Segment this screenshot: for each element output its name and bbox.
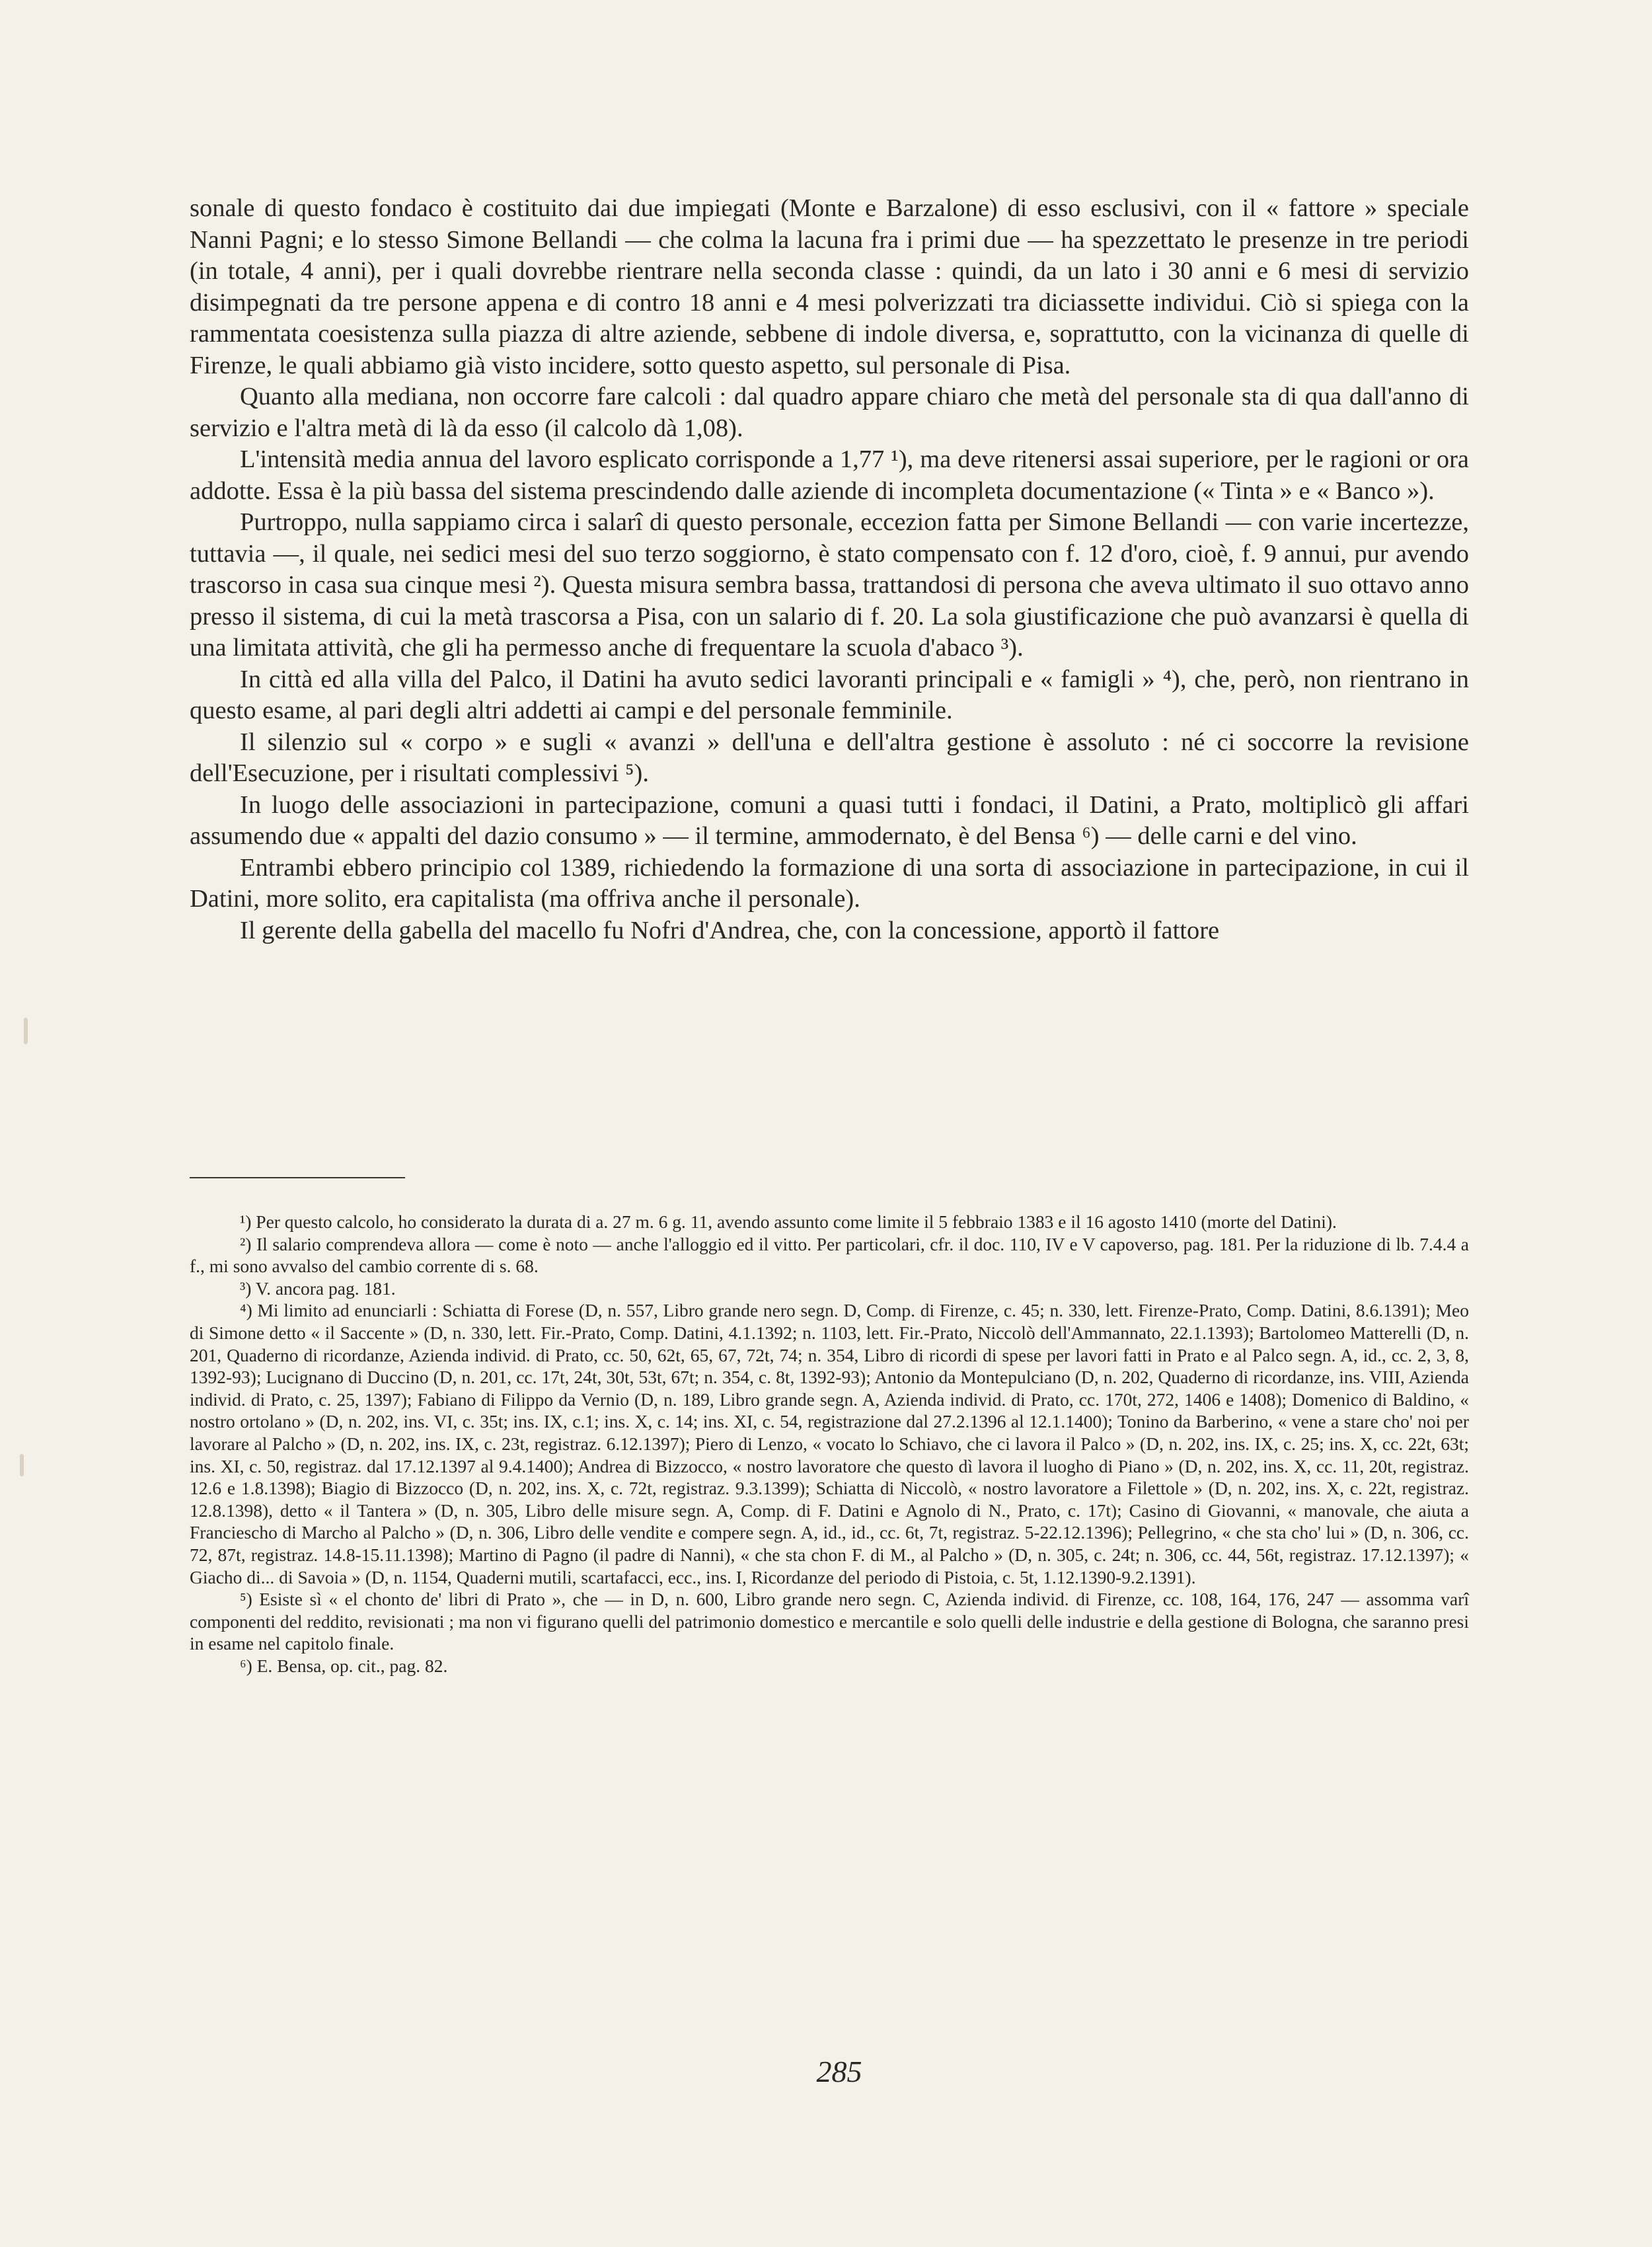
body-paragraph: sonale di questo fondaco è costituito dai due impiegati (Monte e Barzalone) di esso esclusivi, con il « fattore » speciale Nanni Pagni; e lo stesso Simone Bellandi — che colma la lacuna fra i primi due — ha spezzettato le presenze in tre periodi (in totale, 4 anni), per i quali dovrebbe rientrare nella seconda classe : quindi, da un lato i 30 anni e 6 mesi di servizio disimpegnati da tre persone appena e di contro 18 anni e 4 mesi polverizzati tra diciassette individui. Ciò si spiega con la rammentata coesistenza sulla piazza di altre aziende, sebbene di indole diversa, e, soprattutto, con la vicinanza di quelle di Firenze, le quali abbiamo già visto incidere, sotto questo aspetto, sul personale di Pisa.: [190, 194, 1469, 379]
body-paragraph: Il silenzio sul « corpo » e sugli « avanzi » dell'una e dell'altra gestione è assoluto : né ci soccorre la revisione dell'Esecuzione, per i risultati complessivi ⁵).: [190, 728, 1469, 787]
body-paragraph: In città ed alla villa del Palco, il Datini ha avuto sedici lavoranti principali e « famigli » ⁴), che, però, non rientrano in questo esame, al pari degli altri addetti ai campi e del personale femminile.: [190, 665, 1469, 724]
page-number: 285: [816, 2055, 862, 2088]
footnote: ⁶) E. Bensa, op. cit., pag. 82.: [240, 1655, 448, 1676]
body-paragraph: Il gerente della gabella del macello fu Nofri d'Andrea, che, con la concessione, apportò il fattore: [240, 916, 1220, 944]
footnote: ⁴) Mi limito ad enunciarli : Schiatta di Forese (D, n. 557, Libro grande nero segn. D, Comp. di Firenze, c. 45; n. 330, lett. Firenze-Prato, Comp. Datini, 8.6.1391); Meo di Simone detto « il Saccente » (D, n. 330, lett. Fir.-Prato, Comp. Datini, 4.1.1392; n. 1103, lett. Fir.-Prato, Niccolò dell'Ammannato, 22.1.1393); Bartolomeo Matterelli (D, n. 201, Quaderno di ricordanze, Azienda individ. di Prato, cc. 50, 62t, 65, 67, 72t, 74; n. 354, Libro di ricordi di spese per lavori fatti in Prato e al Palco segn. A, id., cc. 2, 3, 8, 1392-93); Lucignano di Duccino (D, n. 201, cc. 17t, 24t, 30t, 53t, 67t; n. 354, c. 8t, 1392-93); Antonio da Montepulciano (D, n. 202, Quaderno di ricordanze, ins. VIII, Azienda individ. di Prato, c. 25, 1397); Fabiano di Filippo da Vernio (D, n. 189, Libro grande segn. A, Azienda individ. di Prato, cc. 170t, 272, 1406 e 1408); Domenico di Baldino, « nostro ortolano » (D, n. 202, ins. VI, c. 35t; ins. IX, c.1; ins. X, c. 14; ins. XI, c. 54, registrazione dal 27.2.1396 al 12.1.1400); Tonino da Barberino, « vene a stare cho' noi per lavorare al Palcho » (D, n. 202, ins. IX, c. 23t, registraz. 6.12.1397); Piero di Lenzo, « vocato lo Schiavo, che ci lavora il Palco » (D, n. 202, ins. IX, c. 25; ins. X, cc. 22t, 63t; ins. XI, c. 50, registraz. dal 17.12.1397 al 9.4.1400); Andrea di Bizzocco, « nostro lavoratore che questo dì lavora il luogho di Piano » (D, n. 202, ins. X, cc. 11, 20t, registraz. 12.6 e 1.8.1398); Biagio di Bizzocco (D, n. 202, ins. X, c. 72t, registraz. 9.3.1399); Schiatta di Niccolò, « nostro lavoratore a Filettole » (D, n. 202, ins. X, c. 22t, registraz. 12.8.1398), detto « il Tantera » (D, n. 305, Libro delle misure segn. A, Comp. di F. Datini e Agnolo di N., Prato, c. 17t); Casino di Giovanni, « manovale, che aiuta a Franciescho di Marcho al Palcho » (D, n. 306, Libro delle vendite e compere segn. A, id., id., cc. 6t, 7t, registraz. 5-22.12.1396); Pellegrino, « che sta cho' lui » (D, n. 306, cc. 72, 87t, registraz. 14.8-15.11.1398); Martino di Pagno (il padre di Nanni), « che sta chon F. di M., al Palcho » (D, n. 305, c. 24t; n. 306, cc. 44, 56t, registraz. 17.12.1397); « Giacho di... di Savoia » (D, n. 1154, Quaderni mutili, scartafacci, ecc., ins. I, Ricordanze del periodo di Pistoia, c. 5t, 1.12.1390-9.2.1391).: [190, 1300, 1469, 1587]
body-paragraph: Purtroppo, nulla sappiamo circa i salarî di questo personale, eccezion fatta per Simone Bellandi — con varie incertezze, tuttavia —, il quale, nei sedici mesi del suo terzo soggiorno, è stato compensato con f. 12 d'oro, cioè, f. 9 annui, pur avendo trascorso in casa sua cinque mesi ²). Questa misura sembra bassa, trattandosi di persona che aveva ultimato il suo ottavo anno presso il sistema, di cui la metà trascorsa a Pisa, con un salario di f. 20. La sola giustificazione che può avanzarsi è quella di una limitata attività, che gli ha permesso anche di frequentare la scuola d'abaco ³).: [190, 508, 1469, 662]
footnotes: [190, 1211, 1469, 1677]
body-paragraph: Entrambi ebbero principio col 1389, richiedendo la formazione di una sorta di associazione in partecipazione, in cui il Datini, more solito, era capitalista (ma offriva anche il personale).: [190, 853, 1469, 913]
body-paragraph: Quanto alla mediana, non occorre fare calcoli : dal quadro appare chiaro che metà del personale sta di qua dall'anno di servizio e l'altra metà di là da esso (il calcolo dà 1,08).: [190, 383, 1469, 442]
footnote-separator: [190, 1177, 405, 1178]
footnote: ³) V. ancora pag. 181.: [240, 1277, 396, 1299]
footnote: ²) Il salario comprendeva allora — come è noto — anche l'alloggio ed il vitto. Per particolari, cfr. il doc. 110, IV e V capoverso, pag. 181. Per la riduzione di lb. 7.4.4 a f., mi sono avvalso del cambio corrente di s. 68.: [190, 1233, 1469, 1277]
page-edge-mark: [20, 1454, 24, 1476]
footnote: ¹) Per questo calcolo, ho considerato la durata di a. 27 m. 6 g. 11, avendo assunto come limite il 5 febbraio 1383 e il 16 agosto 1410 (morte del Datini).: [240, 1211, 1337, 1232]
body-paragraph: In luogo delle associazioni in partecipazione, comuni a quasi tutti i fondaci, il Datini, a Prato, moltiplicò gli affari assumendo due « appalti del dazio consumo » — il termine, ammodernato, è del Bensa ⁶) — delle carni e del vino.: [190, 790, 1469, 850]
main-text: [190, 193, 1469, 946]
footnote: ⁵) Esiste sì « el chonto de' libri di Prato », che — in D, n. 600, Libro grande nero segn. C, Azienda individ. di Firenze, cc. 108, 164, 176, 247 — assomma varî componenti del reddito, revisionati ; ma non vi figurano quelli del patrimonio domestico e mercantile e solo quelli delle industrie e della gestione di Bologna, che saranno presi in esame nel capitolo finale.: [190, 1589, 1469, 1654]
body-paragraph: L'intensità media annua del lavoro esplicato corrisponde a 1,77 ¹), ma deve ritenersi assai superiore, per le ragioni or ora addotte. Essa è la più bassa del sistema prescindendo dalle aziende di incompleta documentazione (« Tinta » e « Banco »).: [190, 445, 1469, 505]
page-edge-mark: [24, 1018, 28, 1044]
